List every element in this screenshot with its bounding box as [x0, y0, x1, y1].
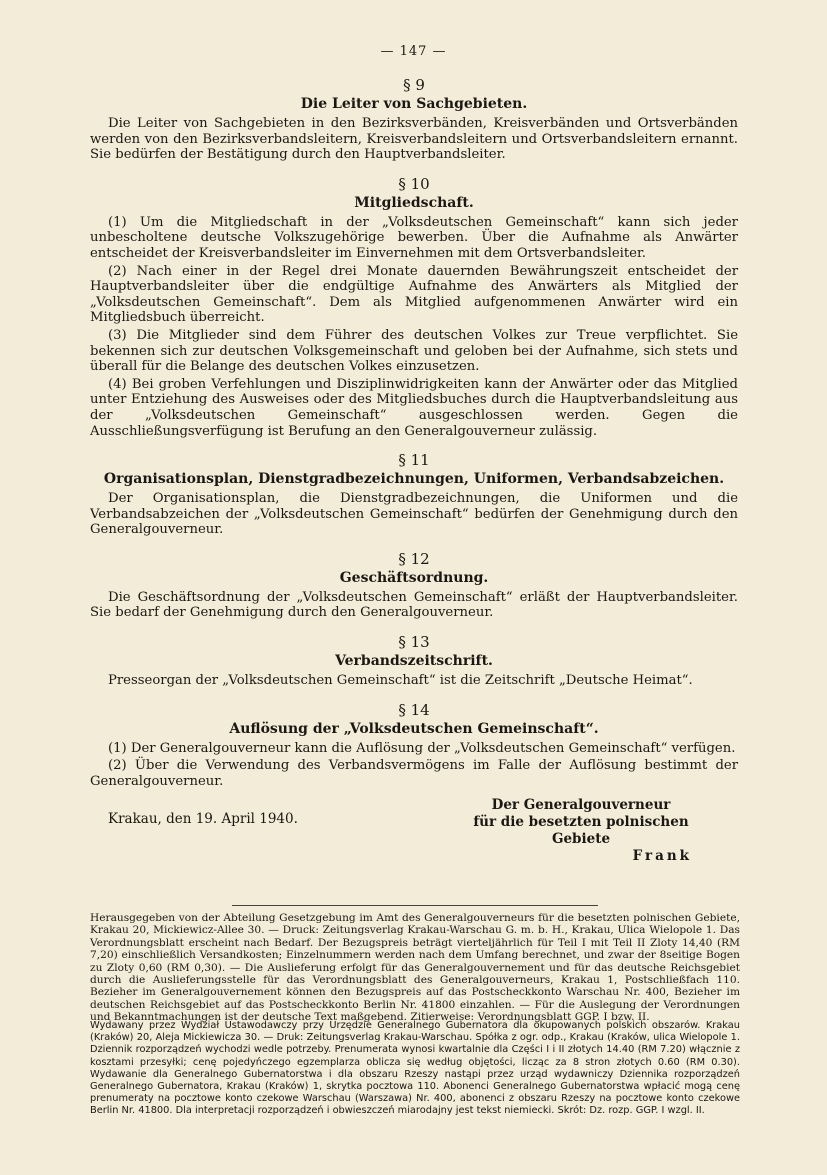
- section-paragraph: Presseorgan der „Volksdeutschen Gemeinschaft“ ist die Zeitschrift „Deutsche Heimat“.: [108, 673, 693, 689]
- signature-name: Frank: [632, 848, 692, 864]
- signature-block: [470, 797, 692, 865]
- section-paragraph: (3) Die Mitglieder sind dem Führer des deutschen Volkes zur Treue verpflichtet. Sie bekennen sich zur deutschen Volksgemeinschaft und geloben bei der Aufnahme, sich stets und überall für die Belange des deutschen Volkes einzusetzen.: [90, 327, 738, 375]
- signature-title: Der Generalgouverneur: [491, 797, 671, 813]
- section-paragraph: Die Geschäftsordnung der „Volksdeutschen Gemeinschaft“ erläßt der Hauptverbandsleiter. Sie bedarf der Genehmigung durch den Generalgouverneur.: [90, 589, 738, 621]
- section-10: [90, 175, 738, 439]
- section-9: [90, 76, 738, 163]
- section-14: [90, 701, 738, 790]
- section-title: Geschäftsordnung.: [339, 569, 489, 586]
- section-title: Organisationsplan, Dienstgradbezeichnungen, Uniformen, Verbandsabzeichen.: [103, 471, 725, 488]
- section-number: § 11: [398, 451, 430, 470]
- section-paragraph: (1) Um die Mitgliedschaft in der „Volksdeutschen Gemeinschaft“ kann sich jeder unbescholtene deutsche Volkszugehörige bewerben. Über die Aufnahme als Anwärter entscheidet der Kreisverbandsleiter im Einvernehmen mit dem Ortsverbandsleiter.: [90, 214, 738, 261]
- section-title: Auflösung der „Volksdeutschen Gemeinschaft“.: [229, 720, 599, 737]
- section-paragraph: (2) Nach einer in der Regel drei Monate dauernden Bewährungszeit entscheidet der Hauptverbandsleiter über die endgültige Aufnahme des Anwärters als Mitglied der „Volksdeutschen Gemeinschaft“. Dem als Mitglied aufgenommenen Anwärter wird ein Mitgliedsbuch überreicht.: [90, 263, 738, 326]
- section-number: § 14: [398, 700, 430, 719]
- page-number: — 147 —: [380, 44, 447, 59]
- place-date: Krakau, den 19. April 1940.: [108, 811, 298, 828]
- section-paragraph: (1) Der Generalgouverneur kann die Auflösung der „Volksdeutschen Gemeinschaft“ verfügen.: [108, 740, 736, 756]
- footer-polish: Wydawany przez Wydział Ustawodawczy przy Urzędzie Generalnego Gubernatora dla okupowanych polskich obszarów. Krakau (Kraków) 20, Aleja Mickiewicza 30. — Druk: Zeitungsverlag Krakau-Warschau. Spółka z ogr. odp., Krakau (Kraków, ulica Wielopole 1. Dziennik rozporządzeń wychodzi wedle potrzeby. Prenumerata wynosi kwartalnie dla Części I i II złotych 14.40 (RM 7.20) włącznie z kosztami przesyłki; cenę pojedyńczego egzemplarza oblicza się według objętości, licząc za 8 stron złotych 0.60 (RM 0.30). Wydawanie dla Generalnego Gubernatorstwa i dla obszaru Rzeszy nastąpi przez urząd wydawniczy Dziennika rozporządzeń Generalnego Gubernatora, Krakau (Kraków) 1, skrytka pocztowa 110. Abonenci Generalnego Gubernatorstwa wpłacić mogą cenę prenumeraty na pocztowe konto czekowe Warschau (Warszawa) Nr. 400, abonenci z obszaru Rzeszy na pocztowe konto czekowe Berlin Nr. 41800. Dla interpretacji rozporządzeń i obwieszczeń miarodajny jest tekst niemiecki. Skrót: Dz. rozp. GGP. I wzgl. II.: [90, 1020, 740, 1117]
- section-title: Mitgliedschaft.: [354, 194, 474, 211]
- section-number: § 13: [398, 633, 430, 652]
- section-title: Verbandszeitschrift.: [335, 653, 493, 670]
- section-paragraph: Der Organisationsplan, die Dienstgradbezeichnungen, die Uniformen und die Verbandsabzeichen der „Volksdeutschen Gemeinschaft“ bedürfen der Genehmigung durch den Generalgouverneur.: [90, 491, 738, 538]
- footer-divider: [232, 905, 598, 906]
- signature-subtitle: für die besetzten polnischen Gebiete: [473, 814, 689, 847]
- section-number: § 9: [403, 76, 425, 94]
- section-number: § 10: [398, 174, 430, 193]
- footer-german: Herausgegeben von der Abteilung Gesetzgebung im Amt des Generalgouverneurs für die besetzten polnischen Gebiete, Krakau 20, Mickiewicz-Allee 30. — Druck: Zeitungsverlag Krakau-Warschau G. m. b. H., Krakau, Ulica Wielopole 1. Das Verordnungsblatt erscheint nach Bedarf. Der Bezugspreis beträgt vierteljährlich für Teil I mit Teil II Zloty 14,40 (RM 7,20) einschließlich Versandkosten; Einzelnummern werden nach dem Umfang berechnet, und zwar der 8seitige Bogen zu Zloty 0,60 (RM 0,30). — Die Auslieferung erfolgt für das Generalgouvernement und für das deutsche Reichsgebiet durch die Auslieferungsstelle für das Verordnungsblatt des Generalgouverneurs, Krakau 1, Postschließfach 110. Bezieher im Generalgouvernement können den Bezugspreis auf das Postscheckkonto Warschau Nr. 400, Bezieher im deutschen Reichsgebiet auf das Postscheckkonto Berlin Nr. 41800 einzahlen. — Für die Auslegung der Verordnungen und Bekanntmachungen ist der deutsche Text maßgebend. Zitierweise: Verordnungsblatt GGP. I bzw. II.: [90, 912, 740, 1024]
- section-12: [90, 550, 738, 621]
- section-11: [90, 451, 738, 538]
- section-number: § 12: [398, 549, 430, 568]
- main-content: [90, 76, 738, 827]
- section-13: [90, 633, 738, 689]
- section-title: Die Leiter von Sachgebieten.: [300, 96, 528, 112]
- section-paragraph: Die Leiter von Sachgebieten in den Bezirksverbänden, Kreisverbänden und Ortsverbänden werden von den Bezirksverbandsleitern, Kreisverbandsleitern und Ortsverbandsleitern ernannt. Sie bedürfen der Bestätigung durch den Hauptverbandsleiter.: [90, 116, 738, 163]
- section-paragraph: (2) Über die Verwendung des Verbandsvermögens im Falle der Auflösung bestimmt der Generalgouverneur.: [90, 758, 738, 789]
- section-paragraph: (4) Bei groben Verfehlungen und Disziplinwidrigkeiten kann der Anwärter oder das Mitglied unter Entziehung des Ausweises oder des Mitgliedsbuches durch die Hauptverbandsleitung aus der „Volksdeutschen Gemeinschaft“ ausgeschlossen werden. Gegen die Ausschließungsverfügung ist Berufung an den Generalgouverneur zulässig.: [90, 376, 738, 439]
